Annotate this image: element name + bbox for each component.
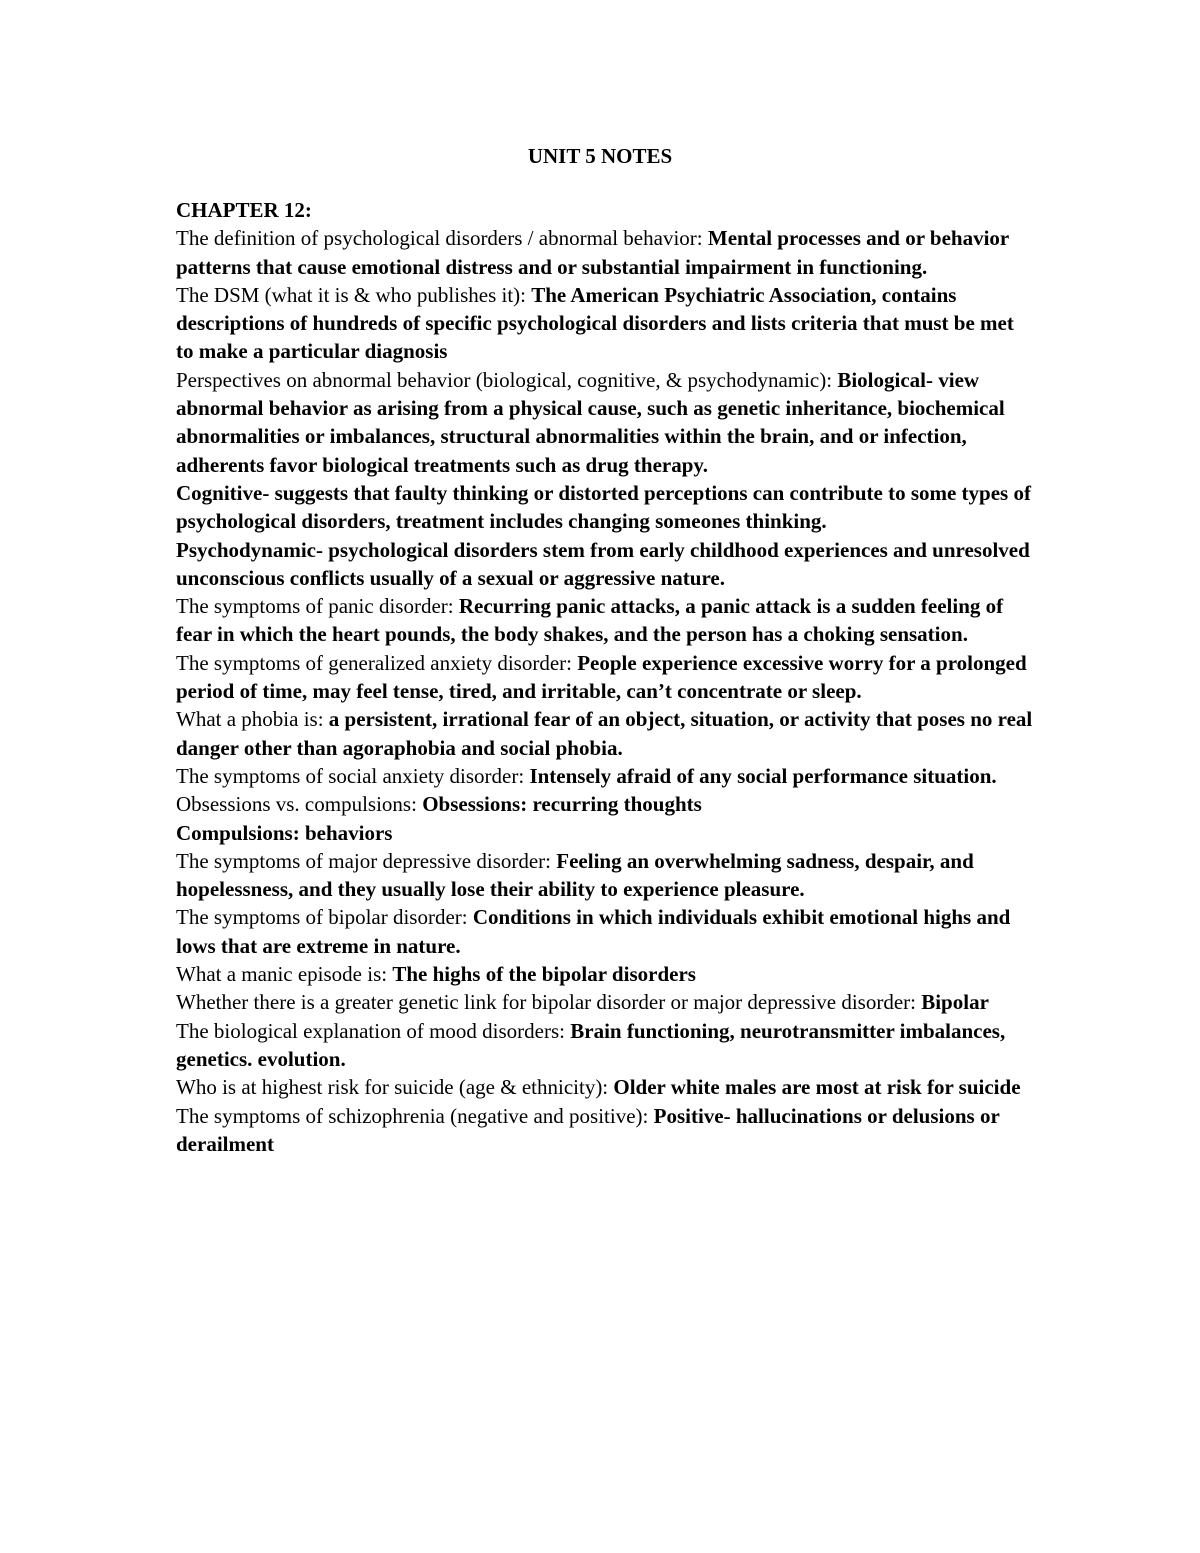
note-answer: a persistent, irrational fear of an object, situation, or activity that poses no real danger other than agoraphobia and social phobia. bbox=[176, 707, 1033, 760]
note-answer: Conditions in which individuals exhibit emotional highs and lows that are extreme in nature. bbox=[176, 905, 1011, 958]
note-answer: The American Psychiatric Association, contains descriptions of hundreds of specific psychological disorders and lists criteria that must be met to make a particular diagnosis bbox=[176, 282, 1014, 364]
note-answer: Cognitive- suggests that faulty thinking or distorted perceptions can contribute to some types of psychological disorders, treatment includes changing someones thinking. bbox=[176, 480, 1031, 534]
note-question: Who is at highest risk for suicide (age & ethnicity): bbox=[176, 1075, 614, 1100]
note-entry bbox=[176, 1017, 1036, 1074]
note-question: The symptoms of panic disorder: bbox=[176, 594, 459, 619]
note-entry bbox=[176, 1073, 1036, 1101]
note-answer: Mental processes and or behavior patterns that cause emotional distress and or substantial impairment in functioning. bbox=[176, 226, 1009, 279]
note-question: The DSM (what it is & who publishes it): bbox=[176, 282, 532, 307]
note-question: What a manic episode is: bbox=[176, 962, 393, 987]
note-answer: Brain functioning, neurotransmitter imbalances, genetics. evolution. bbox=[176, 1018, 1006, 1071]
note-question: The symptoms of schizophrenia (negative and positive): bbox=[176, 1103, 654, 1128]
note-entry bbox=[176, 1102, 1036, 1159]
note-answer: Compulsions: behaviors bbox=[176, 820, 393, 845]
note-entry bbox=[176, 762, 1036, 790]
note-entry bbox=[176, 988, 1036, 1016]
note-answer: Intensely afraid of any social performance situation. bbox=[529, 763, 997, 788]
note-question: The symptoms of generalized anxiety disorder: bbox=[176, 650, 578, 675]
notes-content bbox=[176, 196, 1036, 1158]
page-title: UNIT 5 NOTES bbox=[527, 144, 673, 168]
note-question: The symptoms of bipolar disorder: bbox=[176, 905, 473, 930]
note-answer: Biological- view abnormal behavior as arising from a physical cause, such as genetic inheritance, biochemical abnormalities or imbalances, structural abnormalities within the brain, and or infection, adherents favor biological treatments such as drug therapy. bbox=[176, 367, 1005, 477]
note-answer: The highs of the bipolar disorders bbox=[392, 962, 696, 987]
note-question: The symptoms of major depressive disorder: bbox=[176, 848, 557, 873]
note-entry bbox=[176, 705, 1036, 762]
note-entry bbox=[176, 536, 1036, 593]
note-answer: Obsessions: recurring thoughts bbox=[422, 792, 702, 817]
note-question: The biological explanation of mood disorders: bbox=[176, 1018, 571, 1043]
note-question: Obsessions vs. compulsions: bbox=[176, 792, 423, 817]
note-entry bbox=[176, 960, 1036, 988]
note-entry bbox=[176, 366, 1036, 479]
note-answer: Positive- hallucinations or delusions or derailment bbox=[176, 1103, 1000, 1156]
note-question: What a phobia is: bbox=[176, 707, 329, 732]
note-answer: Feeling an overwhelming sadness, despair, and hopelessness, and they usually lose their ability to experience pleasure. bbox=[176, 848, 974, 902]
note-entry bbox=[176, 819, 1036, 847]
note-entry bbox=[176, 224, 1036, 281]
note-entry bbox=[176, 479, 1036, 536]
note-entry bbox=[176, 281, 1036, 366]
note-answer: People experience excessive worry for a prolonged period of time, may feel tense, tired, and irritable, can’t concentrate or sleep. bbox=[176, 650, 1027, 704]
note-question: Whether there is a greater genetic link for bipolar disorder or major depressive disorder: bbox=[176, 990, 922, 1015]
note-answer: Recurring panic attacks, a panic attack is a sudden feeling of fear in which the heart pounds, the body shakes, and the person has a choking sensation. bbox=[176, 594, 1004, 647]
note-answer: Older white males are most at risk for suicide bbox=[613, 1075, 1021, 1100]
note-entry bbox=[176, 847, 1036, 904]
note-entry bbox=[176, 592, 1036, 649]
note-answer: Psychodynamic- psychological disorders stem from early childhood experiences and unresolved unconscious conflicts usually of a sexual or aggressive nature. bbox=[176, 537, 1030, 590]
note-question: The definition of psychological disorders / abnormal behavior: bbox=[176, 226, 708, 251]
note-question: Perspectives on abnormal behavior (biological, cognitive, & psychodynamic): bbox=[176, 367, 838, 392]
note-entry bbox=[176, 790, 1036, 818]
note-entry bbox=[176, 903, 1036, 960]
note-answer: Bipolar bbox=[921, 990, 989, 1015]
note-question: The symptoms of social anxiety disorder: bbox=[176, 763, 530, 788]
chapter-heading: CHAPTER 12: bbox=[176, 198, 312, 222]
note-entry bbox=[176, 649, 1036, 706]
